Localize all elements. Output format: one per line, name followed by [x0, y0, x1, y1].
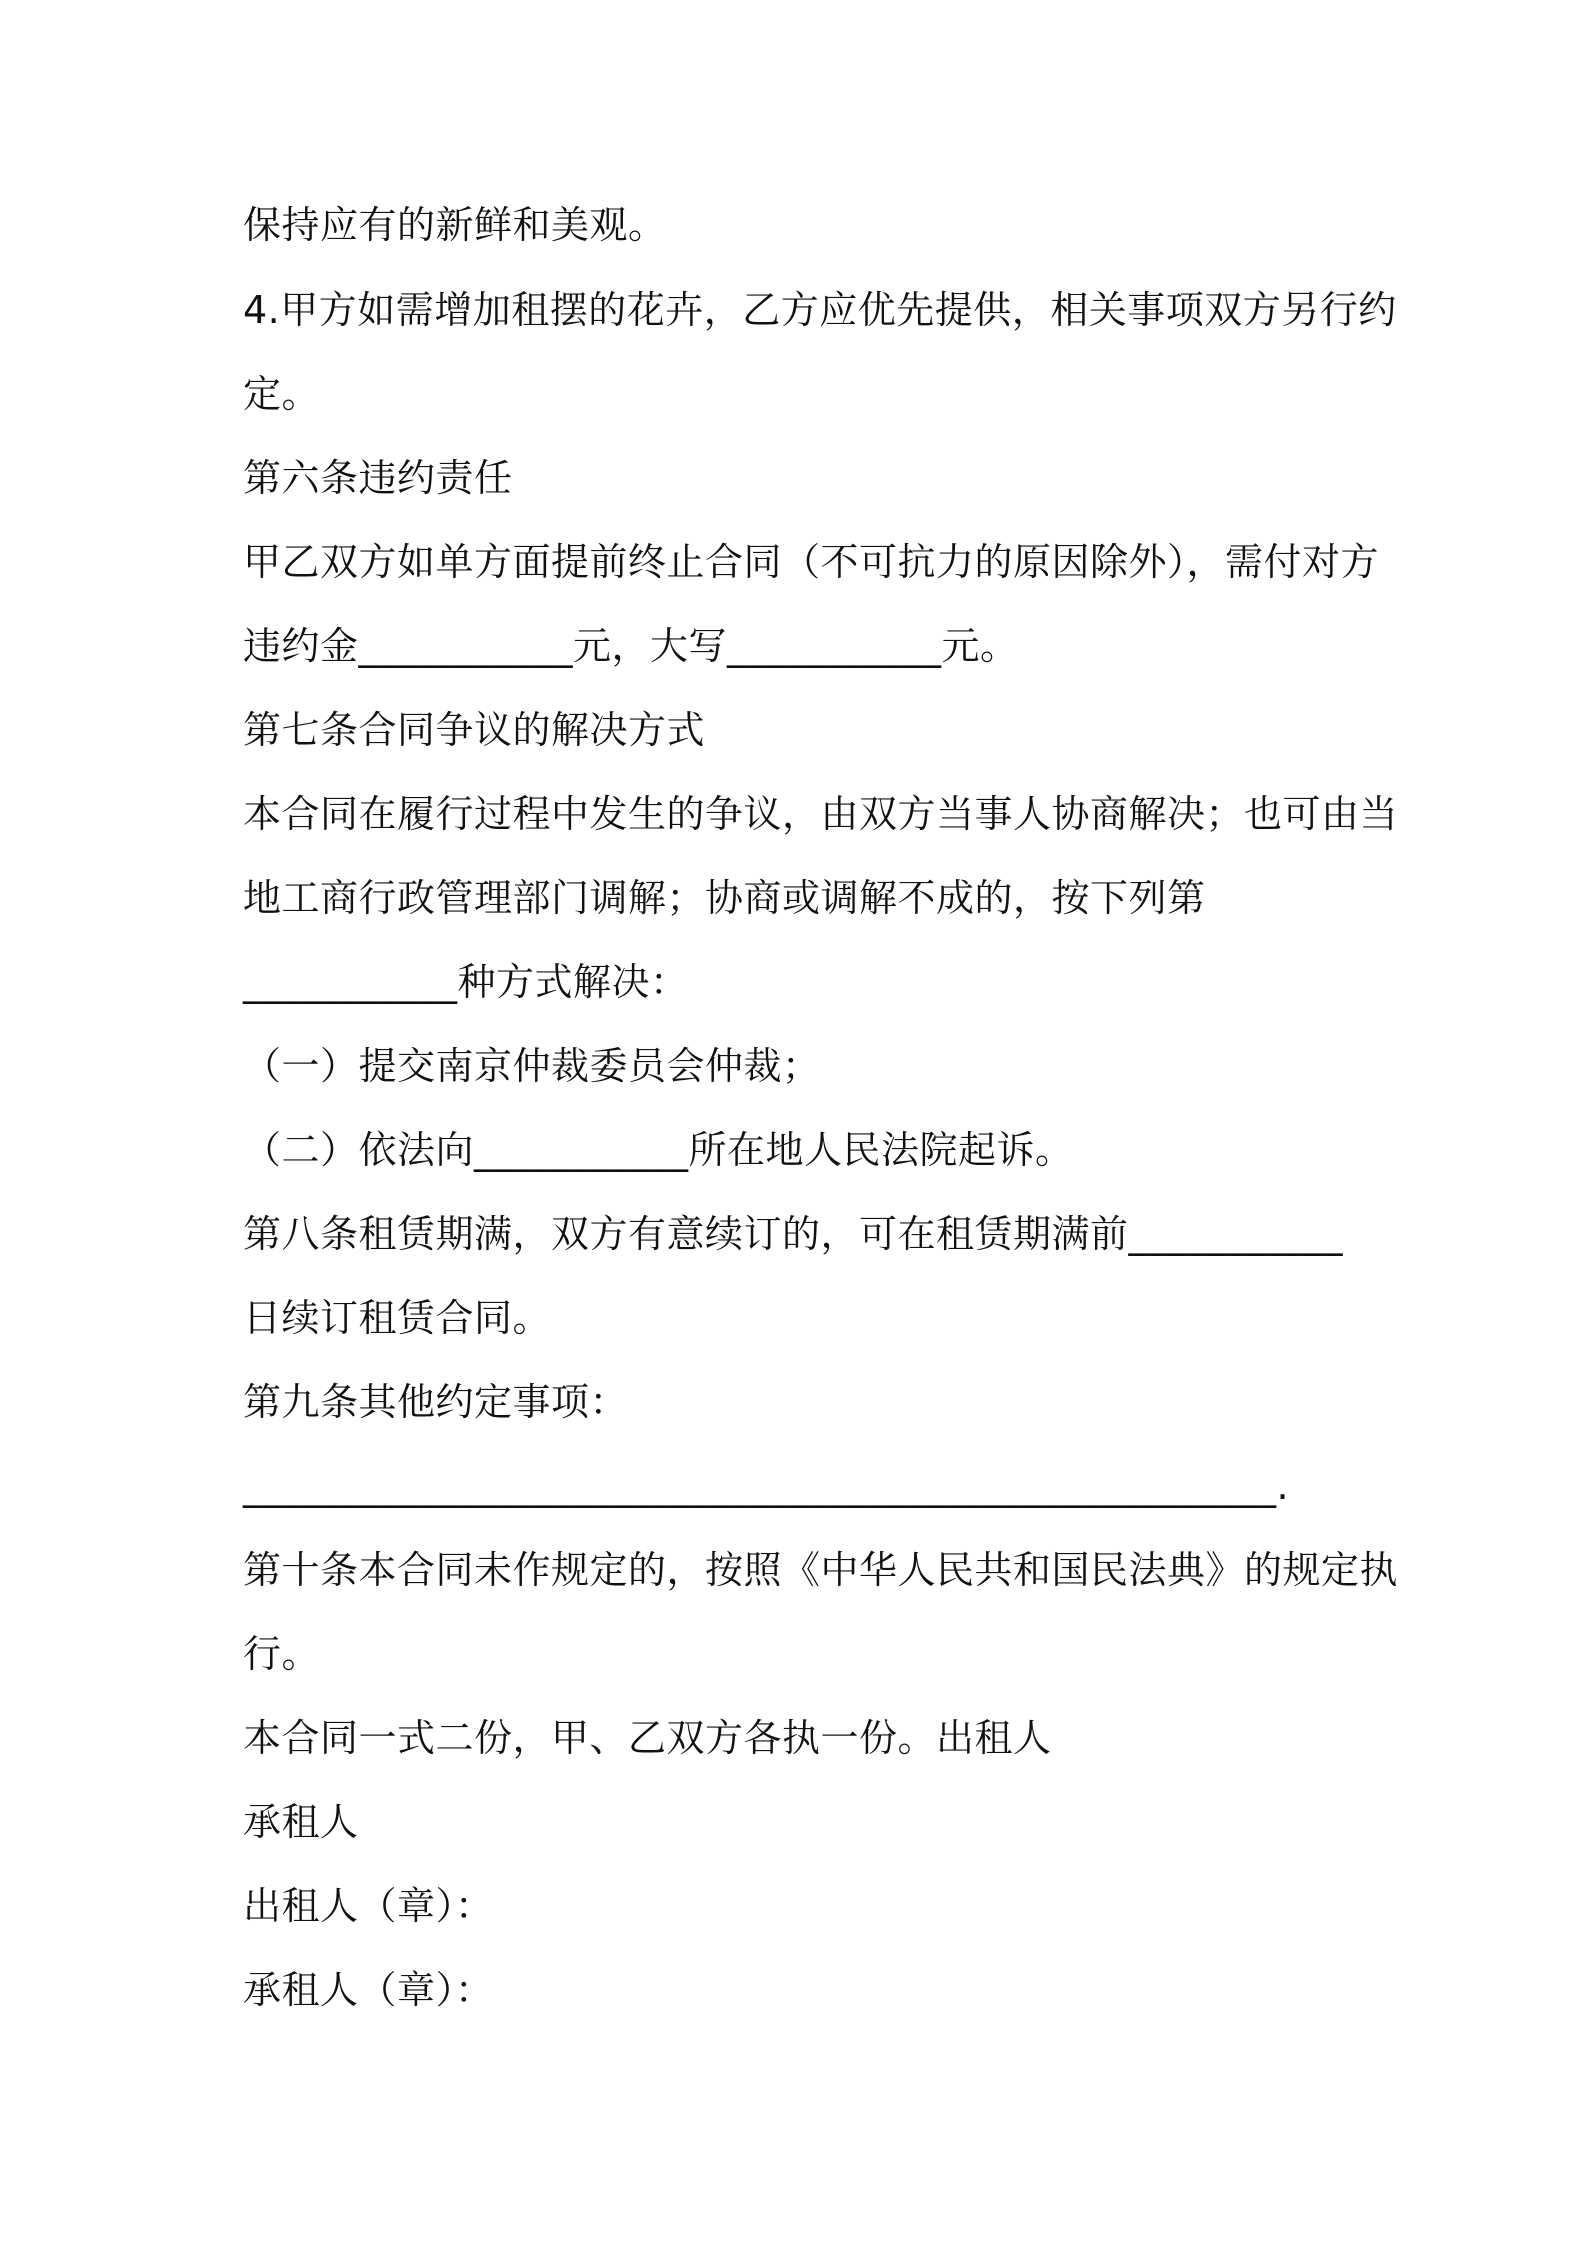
text-line: 违约金___________元，大写___________元。 — [243, 624, 1019, 668]
section-heading: 第十条本合同未作规定的，按照《中华人民共和国民法典》的规定执 — [243, 1548, 1399, 1592]
signature-label: 承租人 — [243, 1800, 359, 1844]
text-line: 保持应有的新鲜和美观。 — [243, 203, 667, 247]
text-line: 日续订租赁合同。 — [243, 1296, 552, 1340]
text-line: 本合同一式二份，甲、乙双方各执一份。出租人 — [243, 1716, 1052, 1760]
section-heading: 第八条租赁期满，双方有意续订的，可在租赁期满前___________ — [243, 1212, 1344, 1256]
text-line: ___________种方式解决： — [243, 960, 689, 1004]
list-item: （一）提交南京仲裁委员会仲裁； — [243, 1044, 821, 1088]
signature-label: 出租人（章）： — [243, 1884, 494, 1928]
signature-label: 承租人（章）： — [243, 1968, 494, 2012]
section-heading: 第六条违约责任 — [243, 456, 513, 500]
section-heading: 第七条合同争议的解决方式 — [243, 708, 706, 752]
text-line: 本合同在履行过程中发生的争议，由双方当事人协商解决；也可由当 — [243, 792, 1399, 836]
text-line: 定。 — [243, 372, 321, 416]
section-heading: 第九条其他约定事项： — [243, 1380, 629, 1424]
text-line: 4.甲方如需增加租摆的花卉，乙方应优先提供，相关事项双方另行约 — [243, 288, 1397, 332]
text-line: 地工商行政管理部门调解；协商或调解不成的，按下列第 — [243, 876, 1206, 920]
text-line: 甲乙双方如单方面提前终止合同（不可抗力的原因除外），需付对方 — [243, 540, 1380, 584]
blank-field-line: _____________________________________________________. — [243, 1464, 1290, 1508]
text-line: 行。 — [243, 1632, 321, 1676]
list-item: （二）依法向___________所在地人民法院起诉。 — [243, 1128, 1074, 1172]
